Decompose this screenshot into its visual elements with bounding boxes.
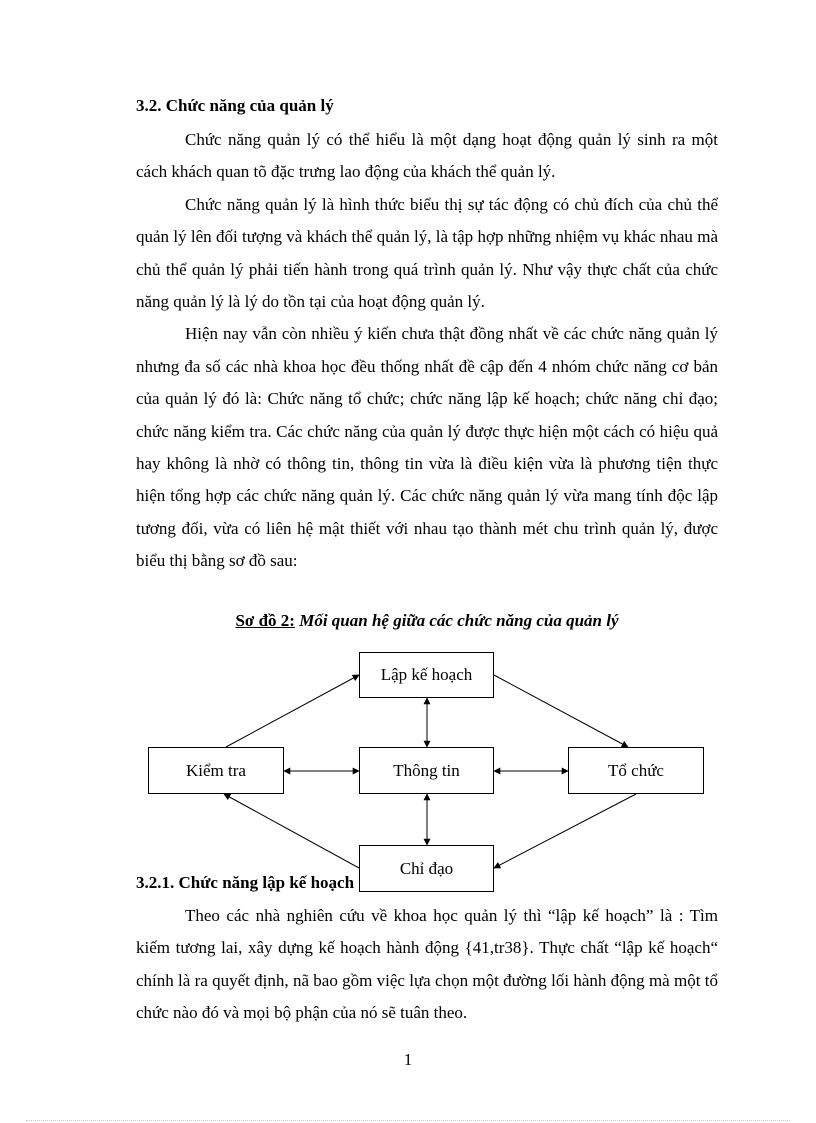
node-info: Thông tin [359,747,494,794]
node-inspect: Kiểm tra [148,747,284,794]
node-direct: Chỉ đạo [359,845,494,892]
paragraph-definition: Chức năng quản lý có thể hiểu là một dạng hoạt động quản lý sinh ra một cách khách quan tõ đặc trưng lao động của khách thể quản lý. [136,130,718,182]
paragraph-four-functions: Hiện nay vẫn còn nhiều ý kiến chưa thật đồng nhất về các chức năng quản lý nhưng đa số các nhà khoa học đều thống nhất đề cập đến 4 nhóm chức năng cơ bản của quản lý đó là: Chức năng tổ chức; chức năng lập kế hoạch; chức năng chỉ đạo; chức năng kiểm tra. Các chức năng của quản lý được thực hiện một cách có hiệu quả hay không là nhờ có thông tin, thông tin vừa là điều kiện vừa là phương tiện thực hiện tổng hợp các chức năng quản lý. Các chức năng quản lý vừa mang tính độc lập tương đối, vừa có liên hệ mật thiết với nhau tạo thành mét chu trình quản lý, được biểu thị bằng sơ đồ sau: [136,324,718,571]
page-number: 1 [403,1050,413,1069]
arrow-inspect-to-plan [226,675,359,747]
arrow-plan-to-organize [494,675,628,747]
diagram-caption-label: Sơ đồ 2: [235,611,295,630]
arrow-direct-to-inspect [224,794,359,868]
node-organize: Tổ chức [568,747,704,794]
diagram-caption-title: Mối quan hệ giữa các chức năng của quản lý [299,611,619,630]
section-heading: 3.2. Chức năng của quản lý [136,96,334,115]
subsection-heading: 3.2.1. Chức năng lập kế hoạch [136,873,355,892]
subsection-body [136,900,718,1030]
paragraph-manifestation: Chức năng quản lý là hình thức biểu thị sự tác động có chủ đích của chủ thể quản lý lên đối tượng và khách thể quản lý, là tập hợp những nhiệm vụ khác nhau mà chủ thể quản lý phải tiến hành trong quá trình quản lý. Như vậy thực chất của chức năng quản lý là lý do tồn tại của hoạt động quản lý. [136,194,718,312]
paragraph-planning-definition: Theo các nhà nghiên cứu về khoa học quản lý thì “lập kế hoạch” là : Tìm kiếm tương lai, xây dựng kế hoạch hành động {41,tr38}. Thực chất “lập kế hoạch“ chính là ra quyết định, nã bao gồm việc lựa chọn một đường lối hành động mà một tổ chức nào đó và mọi bộ phận của nó sẽ tuân theo. [136,906,718,1023]
node-plan: Lập kế hoạch [359,652,494,698]
footer-divider [26,1120,790,1121]
arrow-organize-to-direct [494,794,636,868]
